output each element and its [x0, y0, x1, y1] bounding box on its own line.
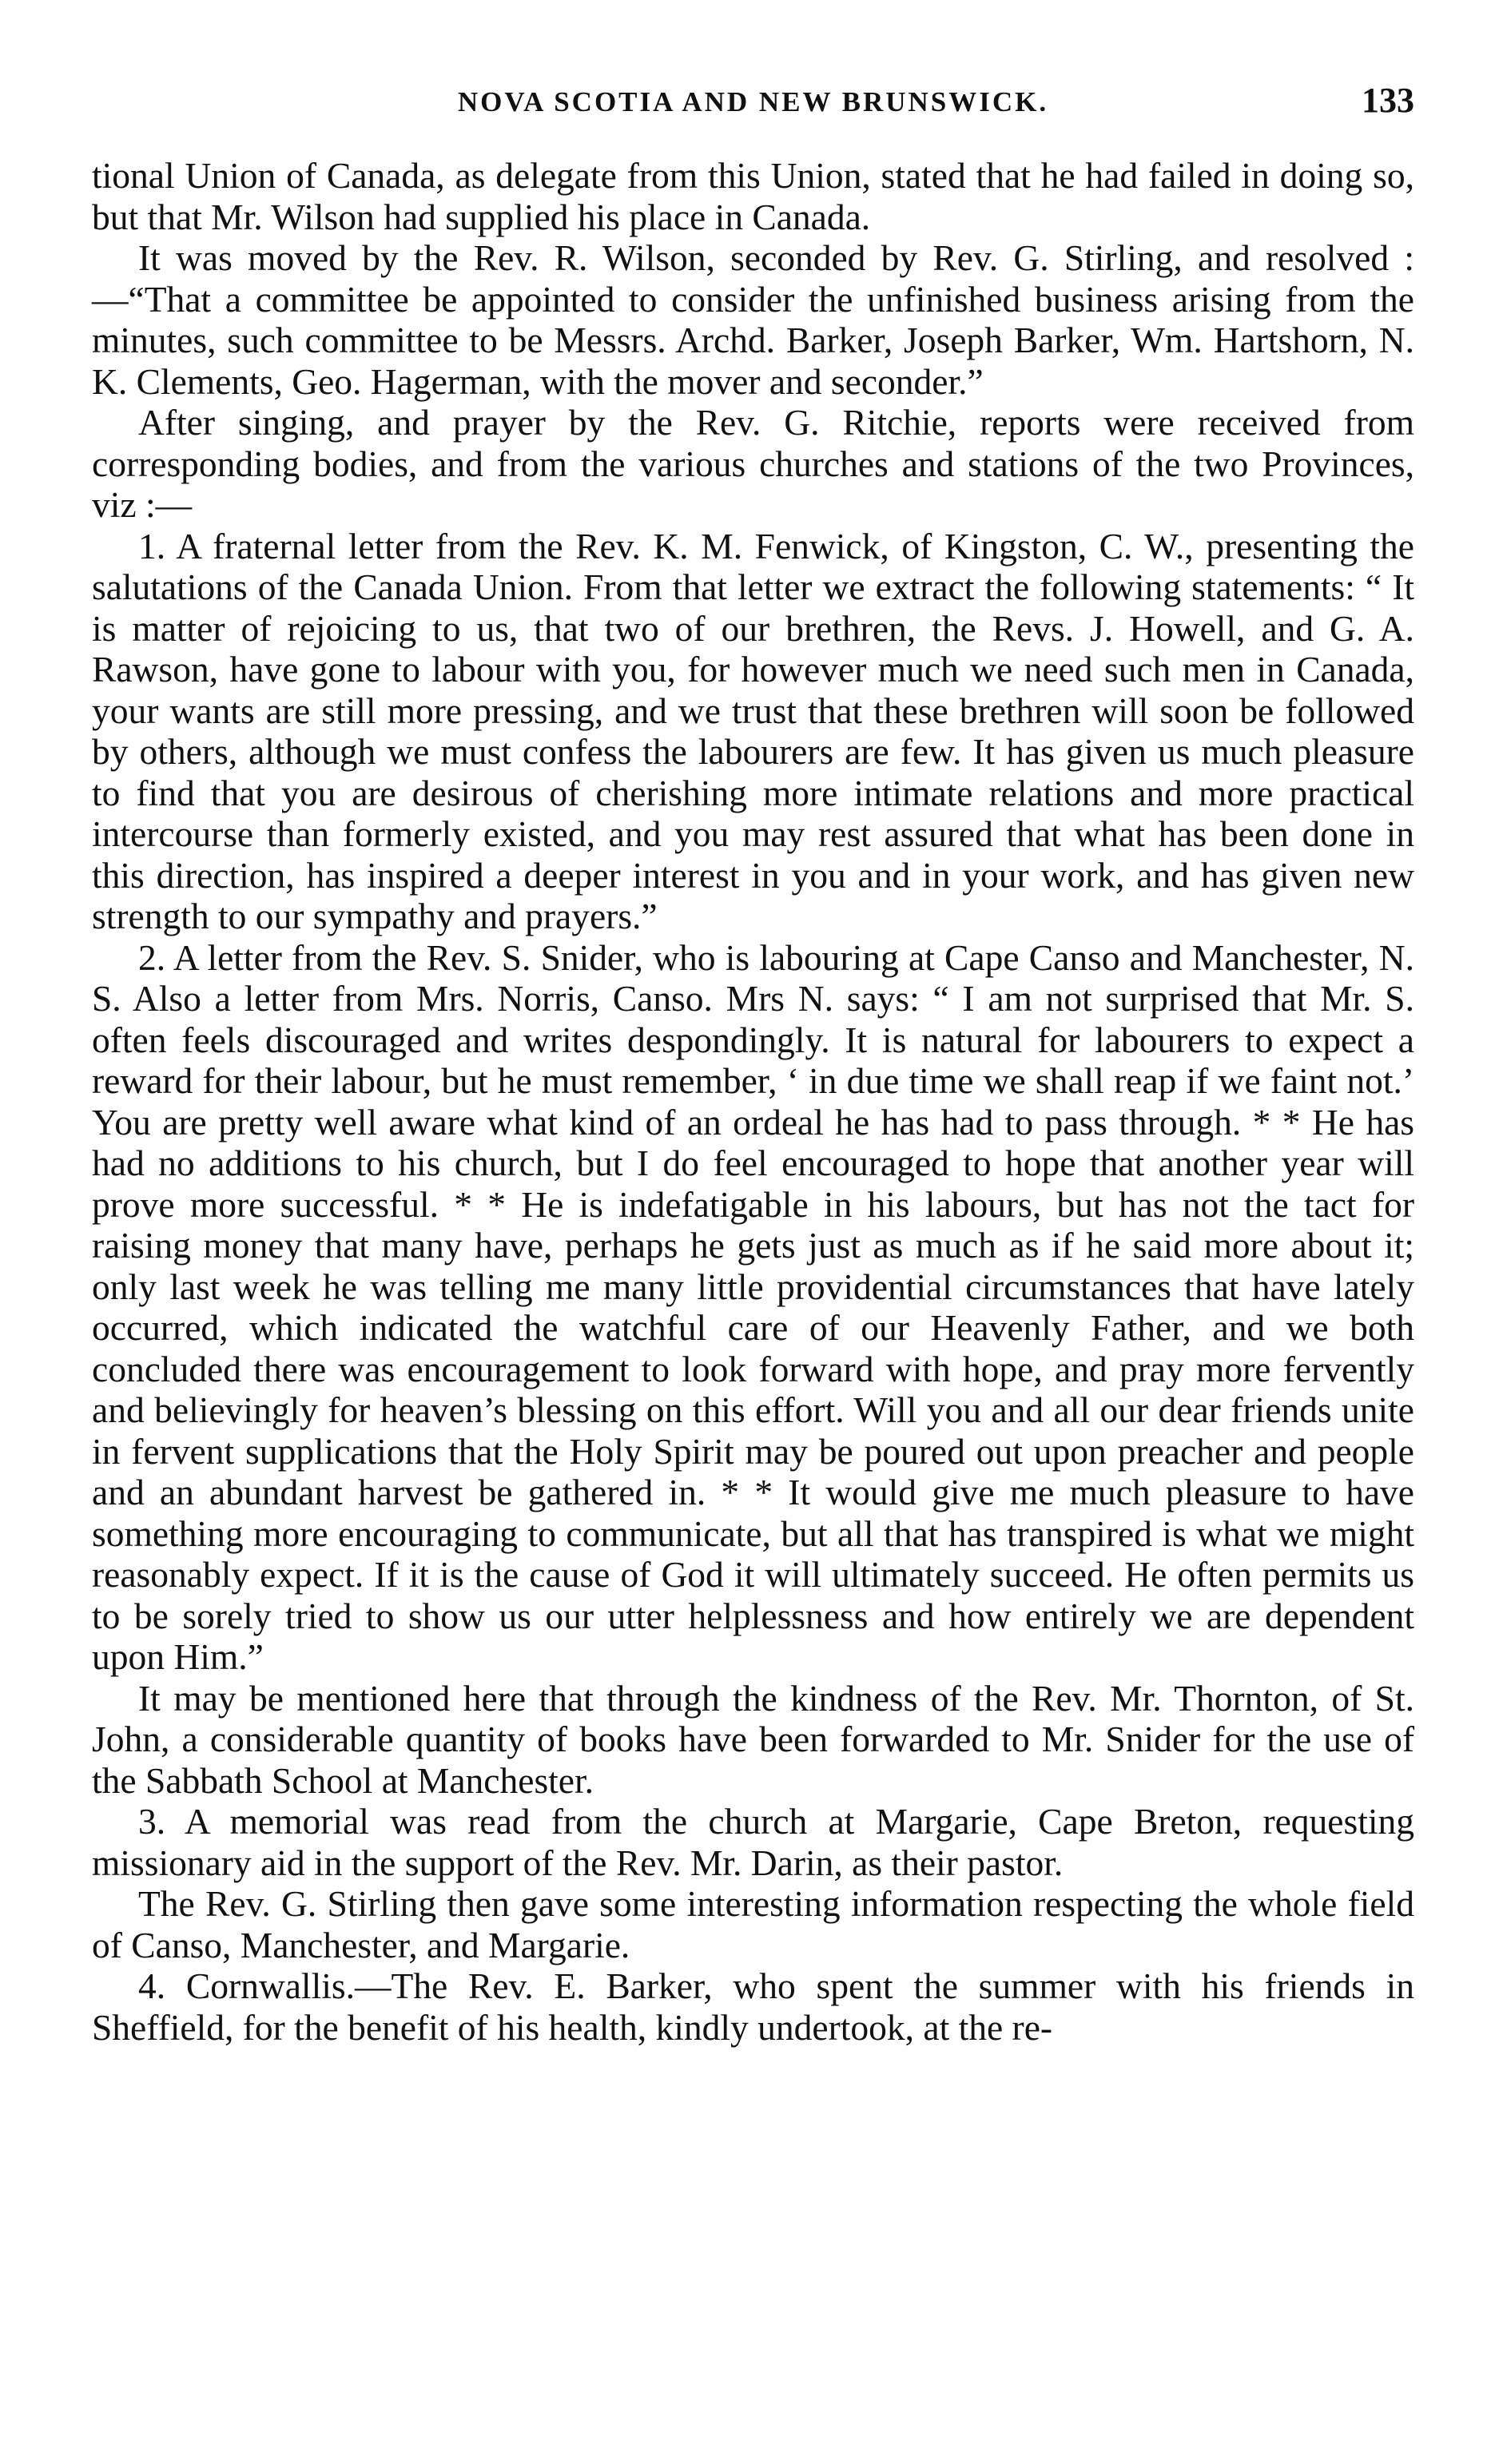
- paragraph: tional Union of Canada, as delegate from this Union, stated that he had failed in doing so, but that Mr. Wilson had supplied his place in Canada.: [92, 155, 1414, 237]
- book-page: [92, 80, 1414, 2048]
- paragraph: 2. A letter from the Rev. S. Snider, who is labouring at Cape Canso and Manchester, N. S. Also a letter from Mrs. Norris, Canso. Mrs N. says: “ I am not surprised that Mr. S. often feels discouraged and writes despondingly. It is natural for labourers to expect a reward for their labour, but he must remember, ‘ in due time we shall reap if we faint not.’ You are pretty well aware what kind of an ordeal he has had to pass through. * * He has had no additions to his church, but I do feel encouraged to hope that another year will prove more successful. * * He is indefatigable in his labours, but has not the tact for raising money that many have, perhaps he gets just as much as if he said more about it; only last week he was telling me many little providential circumstances that have lately occurred, which indicated the watchful care of our Heavenly Father, and we both concluded there was encouragement to look forward with hope, and pray more fervently and believingly for heaven’s blessing on this effort. Will you and all our dear friends unite in fervent supplications that the Holy Spirit may be poured out upon preacher and people and an abundant harvest be gathered in. * * It would give me much pleasure to have something more encouraging to communicate, but all that has transpired is what we might reasonably expect. If it is the cause of God it will ultimately succeed. He often permits us to be sorely tried to show us our utter helplessness and how entirely we are dependent upon Him.”: [92, 936, 1414, 1677]
- running-title: NOVA SCOTIA AND NEW BRUNSWICK.: [457, 86, 1049, 117]
- paragraph: 4. Cornwallis.—The Rev. E. Barker, who spent the summer with his friends in Sheffield, for the benefit of his health, kindly undertook, at the re-: [92, 1965, 1414, 2048]
- page-number: 133: [1362, 81, 1414, 120]
- paragraph: It may be mentioned here that through the kindness of the Rev. Mr. Thornton, of St. John, a considerable quantity of books have been forwarded to Mr. Snider for the use of the Sabbath School at Manchester.: [92, 1677, 1414, 1801]
- running-header: [92, 80, 1414, 144]
- paragraph: The Rev. G. Stirling then gave some interesting information respecting the whole field of Canso, Manchester, and Margarie.: [92, 1883, 1414, 1965]
- body-text: [92, 155, 1414, 2048]
- paragraph: 3. A memorial was read from the church at Margarie, Cape Breton, requesting missionary aid in the support of the Rev. Mr. Darin, as their pastor.: [92, 1801, 1414, 1883]
- paragraph: 1. A fraternal letter from the Rev. K. M. Fenwick, of Kingston, C. W., presenting the salutations of the Canada Union. From that letter we extract the following statements: “ It is matter of rejoicing to us, that two of our brethren, the Revs. J. Howell, and G. A. Rawson, have gone to labour with you, for however much we need such men in Canada, your wants are still more pressing, and we trust that these brethren will soon be followed by others, although we must confess the labourers are few. It has given us much pleasure to find that you are desirous of cherishing more intimate relations and more practical intercourse than formerly existed, and you may rest assured that what has been done in this direction, has inspired a deeper interest in you and in your work, and has given new strength to our sympathy and prayers.”: [92, 525, 1414, 936]
- paragraph: After singing, and prayer by the Rev. G. Ritchie, reports were received from corresponding bodies, and from the various churches and stations of the two Provinces, viz :—: [92, 402, 1414, 525]
- paragraph: It was moved by the Rev. R. Wilson, seconded by Rev. G. Stirling, and resolved :—“That a committee be appointed to consider the unfinished business arising from the minutes, such committee to be Messrs. Archd. Barker, Joseph Barker, Wm. Hartshorn, N. K. Clements, Geo. Hagerman, with the mover and seconder.”: [92, 237, 1414, 402]
